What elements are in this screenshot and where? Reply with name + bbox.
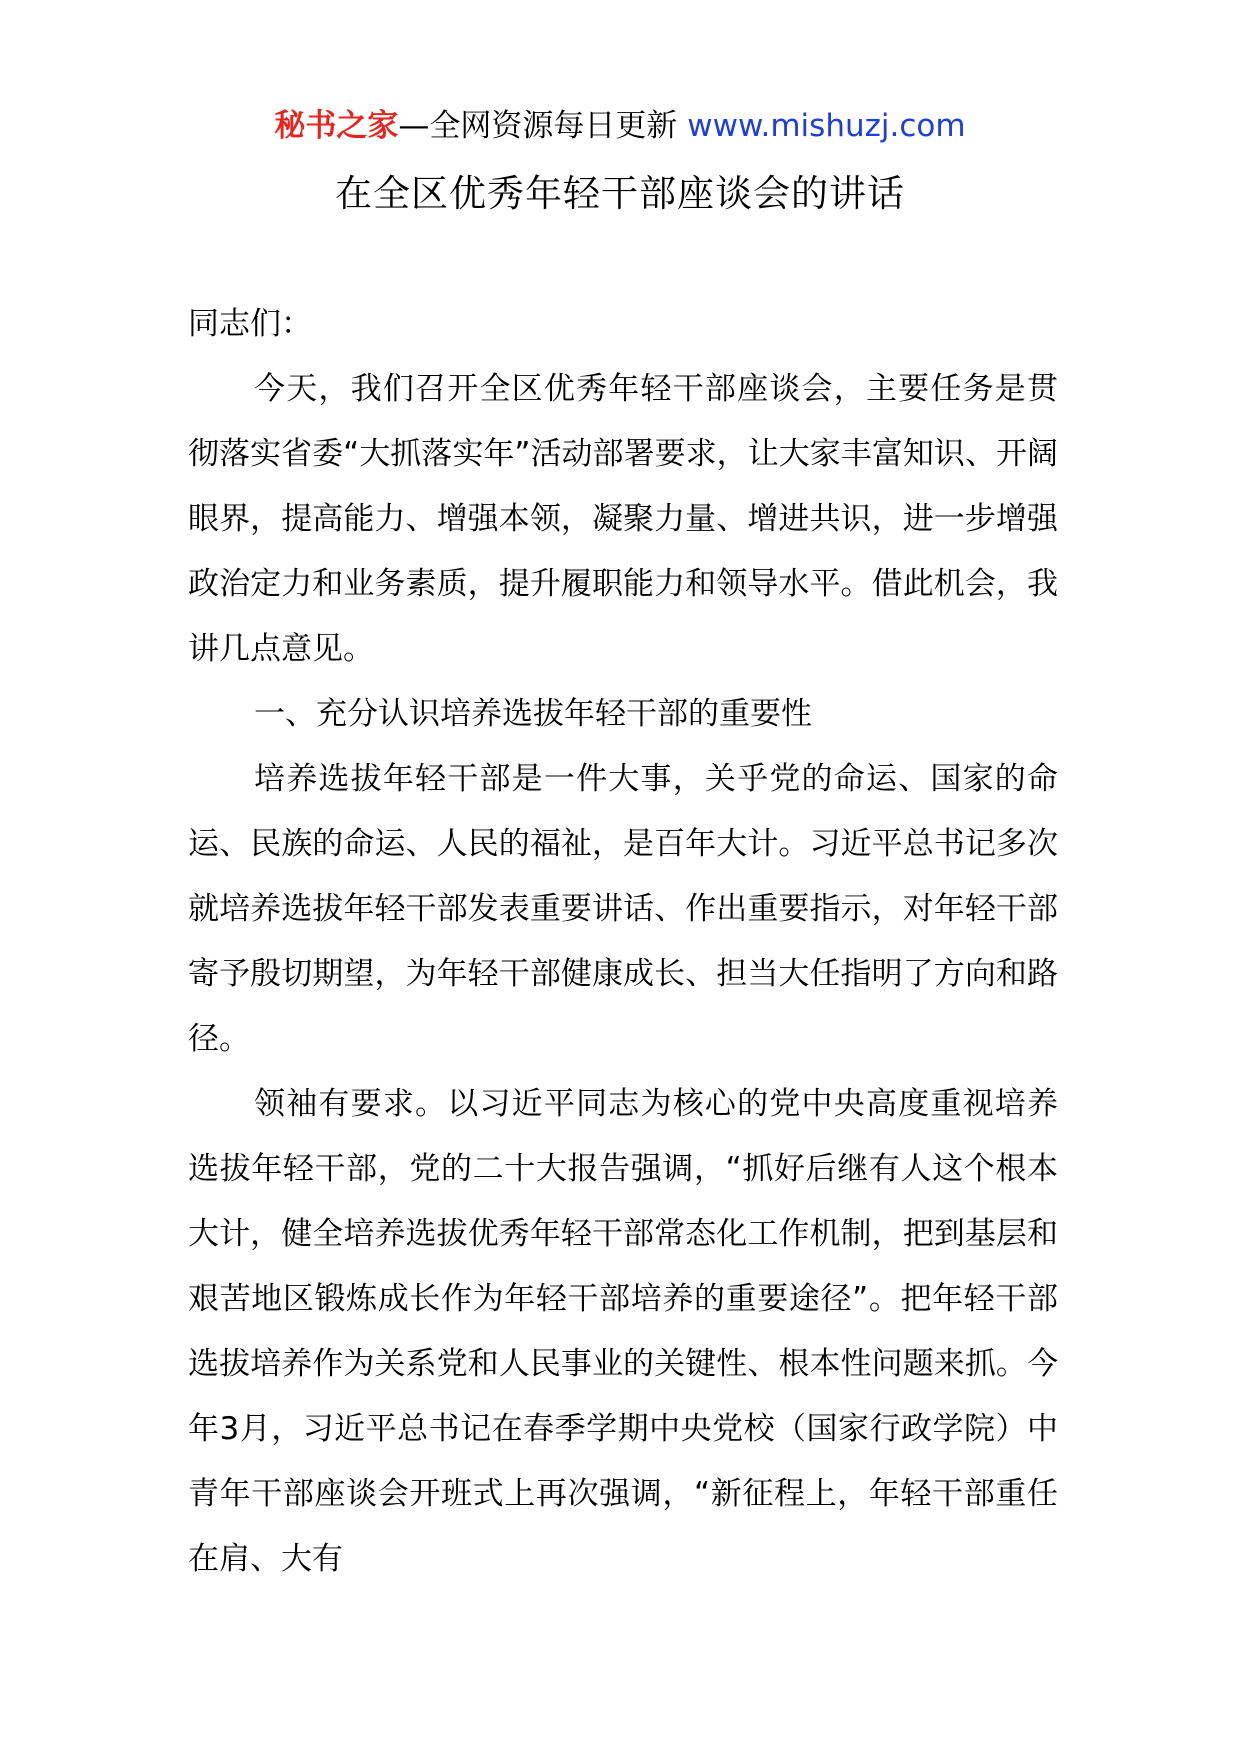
paragraph-importance: 培养选拔年轻干部是一件大事，关乎党的命运、国家的命运、民族的命运、人民的福祉，是百年大计。习近平总书记多次就培养选拔年轻干部发表重要讲话、作出重要指示，对年轻干部寄予殷切期望，为年轻干部健康成长、担当大任指明了方向和路径。: [188, 761, 1058, 1057]
document-title: 在全区优秀年轻干部座谈会的讲话: [335, 172, 905, 215]
section-heading-1: 一、充分认识培养选拔年轻干部的重要性: [254, 696, 812, 732]
watermark-brand: 秘书之家: [274, 108, 399, 144]
salutation: 同志们：: [188, 306, 312, 342]
paragraph-leader-requirements: 领袖有要求。以习近平同志为核心的党中央高度重视培养选拔年轻干部，党的二十大报告强调，“抓好后继有人这个根本大计，健全培养选拔优秀年轻干部常态化工作机制，把到基层和艰苦地区锻炼成长作为年轻干部培养的重要途径”。把年轻干部选拔培养作为关系党和人民事业的关键性、根本性问题来抓。今年3月，习近平总书记在春季学期中央党校（国家行政学院）中青年干部座谈会开班式上再次强调，“新征程上，年轻干部重任在肩、大有: [188, 1086, 1058, 1577]
watermark-url: www.mishuzj.com: [687, 108, 966, 144]
site-watermark-header: [0, 104, 1240, 148]
paragraph-intro: 今天，我们召开全区优秀年轻干部座谈会，主要任务是贯彻落实省委“大抓落实年”活动部署要求，让大家丰富知识、开阔眼界，提高能力、增强本领，凝聚力量、增进共识，进一步增强政治定力和业务素质，提升履职能力和领导水平。借此机会，我讲几点意见。: [188, 371, 1058, 667]
document-body: [188, 292, 1058, 1592]
watermark-slogan: —全网资源每日更新: [398, 108, 688, 144]
